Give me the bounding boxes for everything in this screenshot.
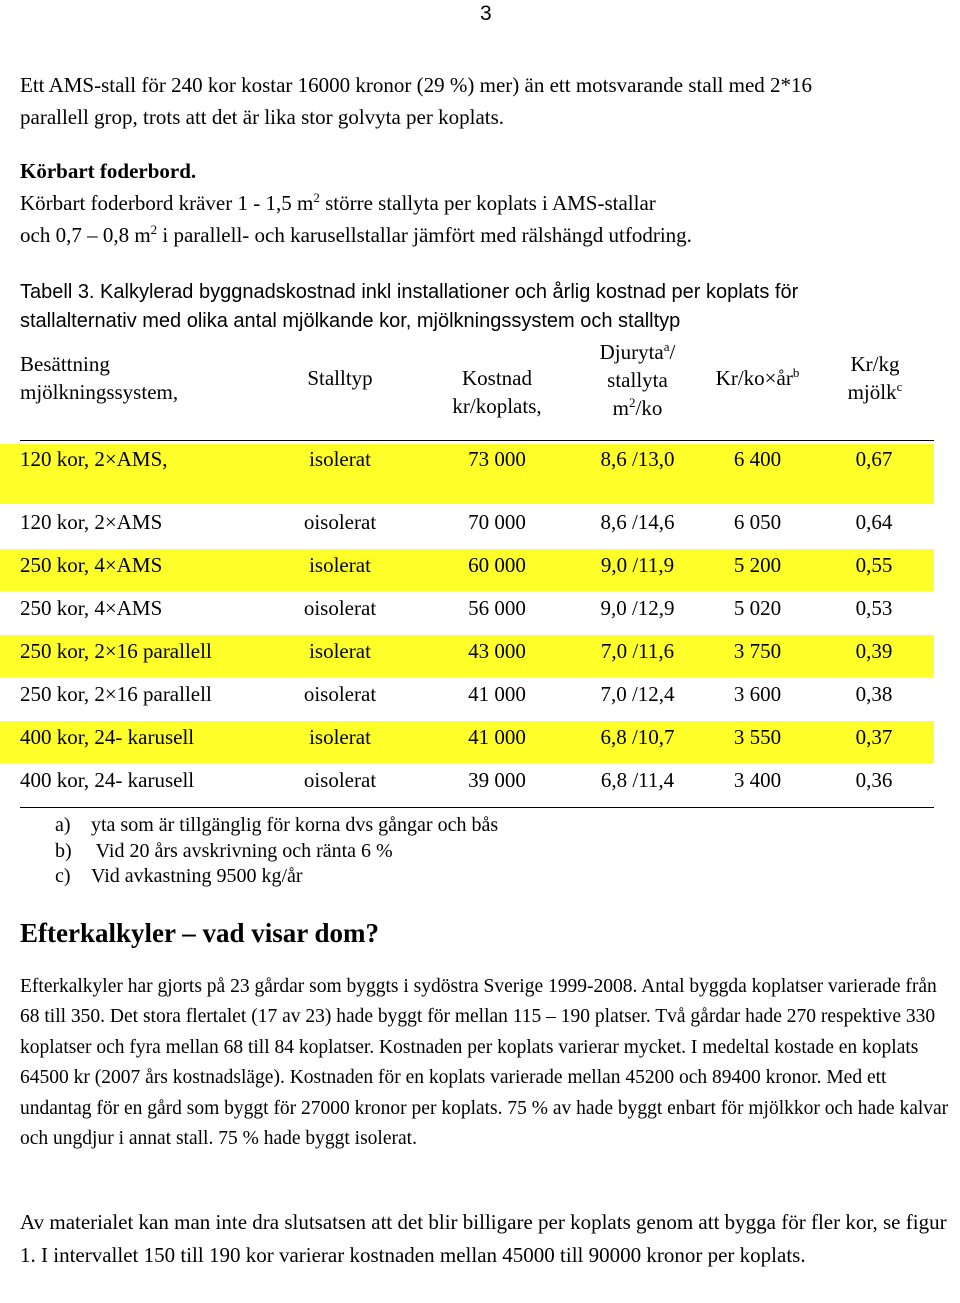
page-number: 3	[480, 2, 492, 25]
kr-kg-cell: 0,36	[855, 768, 893, 792]
kostnad-cell: 43 000	[468, 639, 526, 663]
intro-line-2: parallell grop, trots att det är lika stor golvyta per koplats.	[20, 105, 505, 129]
table-row	[0, 549, 934, 591]
herd-cell: 120 kor, 2×AMS,	[20, 447, 168, 471]
kostnad-cell: 73 000	[468, 447, 526, 471]
table-bottom-rule	[20, 807, 934, 808]
footnote-text: Vid 20 års avskrivning och ränta 6 %	[91, 840, 393, 862]
stalltyp-cell: isolerat	[309, 553, 371, 577]
stalltyp-cell: isolerat	[309, 725, 371, 749]
kr-kg-cell: 0,37	[855, 725, 893, 749]
section-line-2: och 0,7 – 0,8 $m^2$ i parallell- och karusellstallar jämfört med rälshängd utfodring.	[20, 222, 692, 247]
intro-line-1: Ett AMS-stall för 240 kor kostar 16000 kronor (29 %) mer) än ett motsvarande stall med 2*16	[20, 73, 813, 97]
footnote-label: a)	[55, 814, 71, 836]
table-caption-line-1: Tabell 3. Kalkylerad byggnadskostnad inkl installationer och årlig kostnad per koplats för	[20, 281, 799, 303]
paragraph-efterkalkyler: Efterkalkyler har gjorts på 23 gårdar som byggts i sydöstra Sverige 1999-2008. Antal byggda koplatser varierade från 68 till 350. Det stora flertalet (17 av 23) hade byggt för mellan 115 – 190 platser. Två gårdar hade 270 respektive 330 koplatser och fyra mellan 68 till 84 koplatser. Kostnaden per koplats varierar mycket. I medeltal kostade en koplats 64500 kr (2007 års kostnadsläge). Kostnaden för en koplats varierade mellan 45200 och 89400 kronor. Med ett undantag för en gård som byggt för 27000 kronor per koplats. 75 % av hade byggt enbart för mjölkkor och hade kalvar och ungdjur i annat stall. 75 % hade byggt isolerat.	[20, 976, 949, 1150]
header-djuryta: Djuryta$^a$/ stallyta $m^2/ko$	[599, 339, 676, 420]
djuryta-cell: 9,0 /12,9	[600, 596, 675, 620]
header-stalltyp: Stalltyp	[307, 366, 373, 390]
kostnad-cell: 70 000	[468, 510, 526, 534]
paragraph-conclusion: Av materialet kan man inte dra slutsatsen att det blir billigare per koplats genom att bygga för fler kor, se figur 1. I intervallet 150 till 190 kor varierar kostnaden mellan 45000 till 90000 kronor per koplats.	[20, 1210, 947, 1267]
header-besattning: Besättning mjölkningssystem,	[20, 352, 179, 404]
kr-kg-cell: 0,38	[855, 682, 893, 706]
kr-ko-ar-cell: 3 400	[733, 768, 782, 792]
herd-cell: 250 kor, 4×AMS	[20, 596, 163, 620]
header-kr-kg-mjolk: Kr/kg mjölk$^c$	[847, 352, 903, 404]
table-row	[0, 506, 934, 548]
section-korbart	[20, 155, 955, 251]
kr-kg-cell: 0,55	[855, 553, 893, 577]
footnote-item	[55, 812, 498, 838]
kostnad-cell: 39 000	[468, 768, 526, 792]
section-line-1: Körbart foderbord kräver 1 - 1,5 $m^2$ större stallyta per koplats i AMS-stallar	[20, 190, 656, 215]
herd-cell: 250 kor, 2×16 parallell	[20, 682, 212, 706]
djuryta-cell: 6,8 /10,7	[600, 725, 675, 749]
herd-cell: 120 kor, 2×AMS	[20, 510, 163, 534]
kr-ko-ar-cell: 5 200	[733, 553, 782, 577]
table-row	[0, 444, 934, 504]
footnote-label: c)	[55, 865, 71, 887]
herd-cell: 400 kor, 24- karusell	[20, 768, 195, 792]
kr-ko-ar-cell: 3 600	[733, 682, 782, 706]
footnote-text: yta som är tillgänglig för korna dvs gångar och bås	[91, 814, 499, 836]
stalltyp-cell: oisolerat	[303, 596, 377, 620]
intro-paragraph	[20, 69, 955, 133]
herd-cell: 250 kor, 4×AMS	[20, 553, 163, 577]
footnote-text: Vid avkastning 9500 kg/år	[91, 865, 303, 887]
stalltyp-cell: oisolerat	[303, 510, 377, 534]
header-kr-ko-ar: $Kr/ko\times år^b$	[715, 365, 800, 390]
kr-kg-cell: 0,67	[855, 447, 893, 471]
footnote-item	[55, 863, 303, 889]
stalltyp-cell: oisolerat	[303, 682, 377, 706]
header-kostnad: Kostnad kr/koplats,	[452, 366, 542, 418]
footnote-label: b)	[55, 840, 72, 862]
kr-kg-cell: 0,64	[855, 510, 893, 534]
djuryta-cell: 7,0 /12,4	[600, 682, 675, 706]
section-heading-efterkalkyler: Efterkalkyler – vad visar dom?	[20, 918, 380, 948]
table-row	[0, 592, 934, 634]
table-row	[0, 764, 934, 806]
djuryta-cell: 8,6 /13,0	[600, 447, 675, 471]
footnote-item	[55, 838, 393, 864]
kr-ko-ar-cell: 3 750	[733, 639, 782, 663]
kr-ko-ar-cell: 3 550	[733, 725, 782, 749]
table-row	[0, 678, 934, 720]
stalltyp-cell: isolerat	[309, 447, 371, 471]
djuryta-cell: 9,0 /11,9	[600, 553, 675, 577]
kostnad-cell: 60 000	[468, 553, 526, 577]
djuryta-cell: 8,6 /14,6	[600, 510, 675, 534]
table-top-rule	[20, 440, 934, 441]
kostnad-cell: 41 000	[468, 682, 526, 706]
section-heading: Körbart foderbord.	[20, 159, 197, 183]
kr-ko-ar-cell: 5 020	[733, 596, 782, 620]
herd-cell: 400 kor, 24- karusell	[20, 725, 195, 749]
kostnad-cell: 41 000	[468, 725, 526, 749]
kostnad-cell: 56 000	[468, 596, 526, 620]
herd-cell: 250 kor, 2×16 parallell	[20, 639, 212, 663]
table-caption-line-2: stallalternativ med olika antal mjölkande kor, mjölkningssystem och stalltyp	[20, 310, 681, 332]
djuryta-cell: 6,8 /11,4	[600, 768, 675, 792]
stalltyp-cell: isolerat	[309, 639, 371, 663]
kr-ko-ar-cell: 6 400	[733, 447, 782, 471]
kr-kg-cell: 0,39	[855, 639, 893, 663]
djuryta-cell: 7,0 /11,6	[600, 639, 675, 663]
kr-ko-ar-cell: 6 050	[733, 510, 782, 534]
table-row	[0, 635, 934, 677]
table-row	[0, 721, 934, 763]
kr-kg-cell: 0,53	[855, 596, 893, 620]
stalltyp-cell: oisolerat	[303, 768, 377, 792]
